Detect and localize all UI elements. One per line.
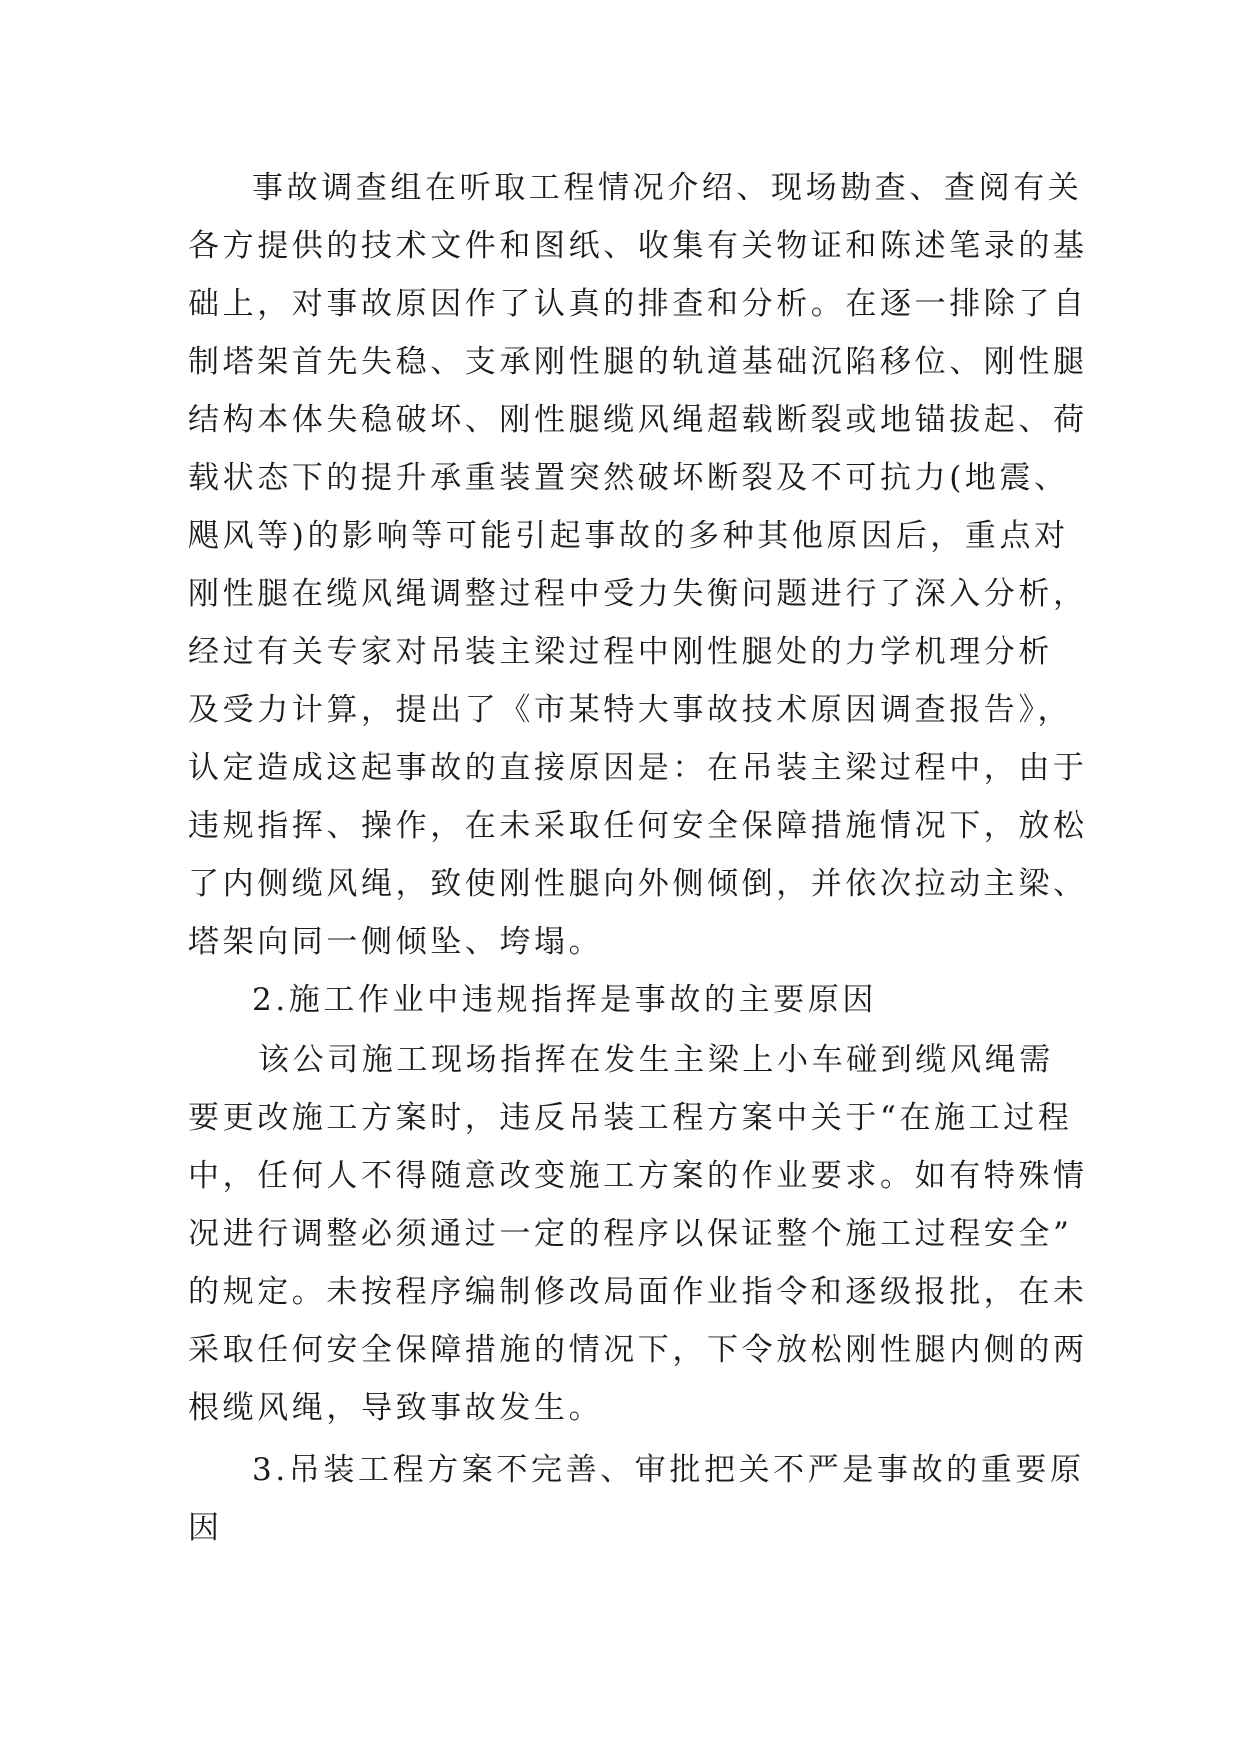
paragraph-1-line-13: 了内侧缆风绳，致使刚性腿向外侧倾倒，并依次拉动主梁、 (188, 866, 1088, 902)
paragraph-1-line-1: 事故调查组在听取工程情况介绍、现场勘查、查阅有关 (252, 170, 1083, 206)
paragraph-1-line-7: 飓风等)的影响等可能引起事故的多种其他原因后，重点对 (188, 518, 1069, 554)
paragraph-1-line-12: 违规指挥、操作，在未采取任何安全保障措施情况下，放松 (188, 808, 1088, 844)
paragraph-1-line-9: 经过有关专家对吊装主梁过程中刚性腿处的力学机理分析 (188, 634, 1053, 670)
paragraph-2-line-1: 该公司施工现场指挥在发生主梁上小车碰到缆风绳需 (258, 1042, 1054, 1078)
paragraph-1-line-6: 载状态下的提升承重装置突然破坏断裂及不可抗力(地震、 (188, 460, 1069, 496)
paragraph-2-line-2: 要更改施工方案时，违反吊装工程方案中关于“在施工过程 (188, 1100, 1073, 1136)
paragraph-1-line-10: 及受力计算，提出了《市某特大事故技术原因调查报告》， (188, 692, 1073, 728)
paragraph-1-line-14: 塔架向同一侧倾坠、垮塌。 (188, 924, 604, 960)
paragraph-1-line-11: 认定造成这起事故的直接原因是：在吊装主梁过程中，由于 (188, 750, 1088, 786)
section-heading-3-line-2: 因 (188, 1510, 223, 1546)
paragraph-1-line-2: 各方提供的技术文件和图纸、收集有关物证和陈述笔录的基 (188, 228, 1088, 264)
paragraph-2-line-3: 中，任何人不得随意改变施工方案的作业要求。如有特殊情 (188, 1158, 1088, 1194)
paragraph-2-line-4: 况进行调整必须通过一定的程序以保证整个施工过程安全” (188, 1216, 1073, 1252)
paragraph-2-line-7: 根缆风绳，导致事故发生。 (188, 1390, 604, 1426)
paragraph-1-line-8: 刚性腿在缆风绳调整过程中受力失衡问题进行了深入分析， (188, 576, 1088, 612)
paragraph-2-line-6: 采取任何安全保障措施的情况下，下令放松刚性腿内侧的两 (188, 1332, 1088, 1368)
section-heading-3-line-1: 3.吊装工程方案不完善、审批把关不严是事故的重要原 (252, 1452, 1085, 1488)
section-heading-2: 2.施工作业中违规指挥是事故的主要原因 (252, 982, 877, 1018)
paragraph-2-line-5: 的规定。未按程序编制修改局面作业指令和逐级报批，在未 (188, 1274, 1088, 1310)
paragraph-1-line-4: 制塔架首先失稳、支承刚性腿的轨道基础沉陷移位、刚性腿 (188, 344, 1088, 380)
paragraph-1-line-5: 结构本体失稳破坏、刚性腿缆风绳超载断裂或地锚拔起、荷 (188, 402, 1088, 438)
paragraph-1-line-3: 础上，对事故原因作了认真的排查和分析。在逐一排除了自 (188, 286, 1088, 322)
